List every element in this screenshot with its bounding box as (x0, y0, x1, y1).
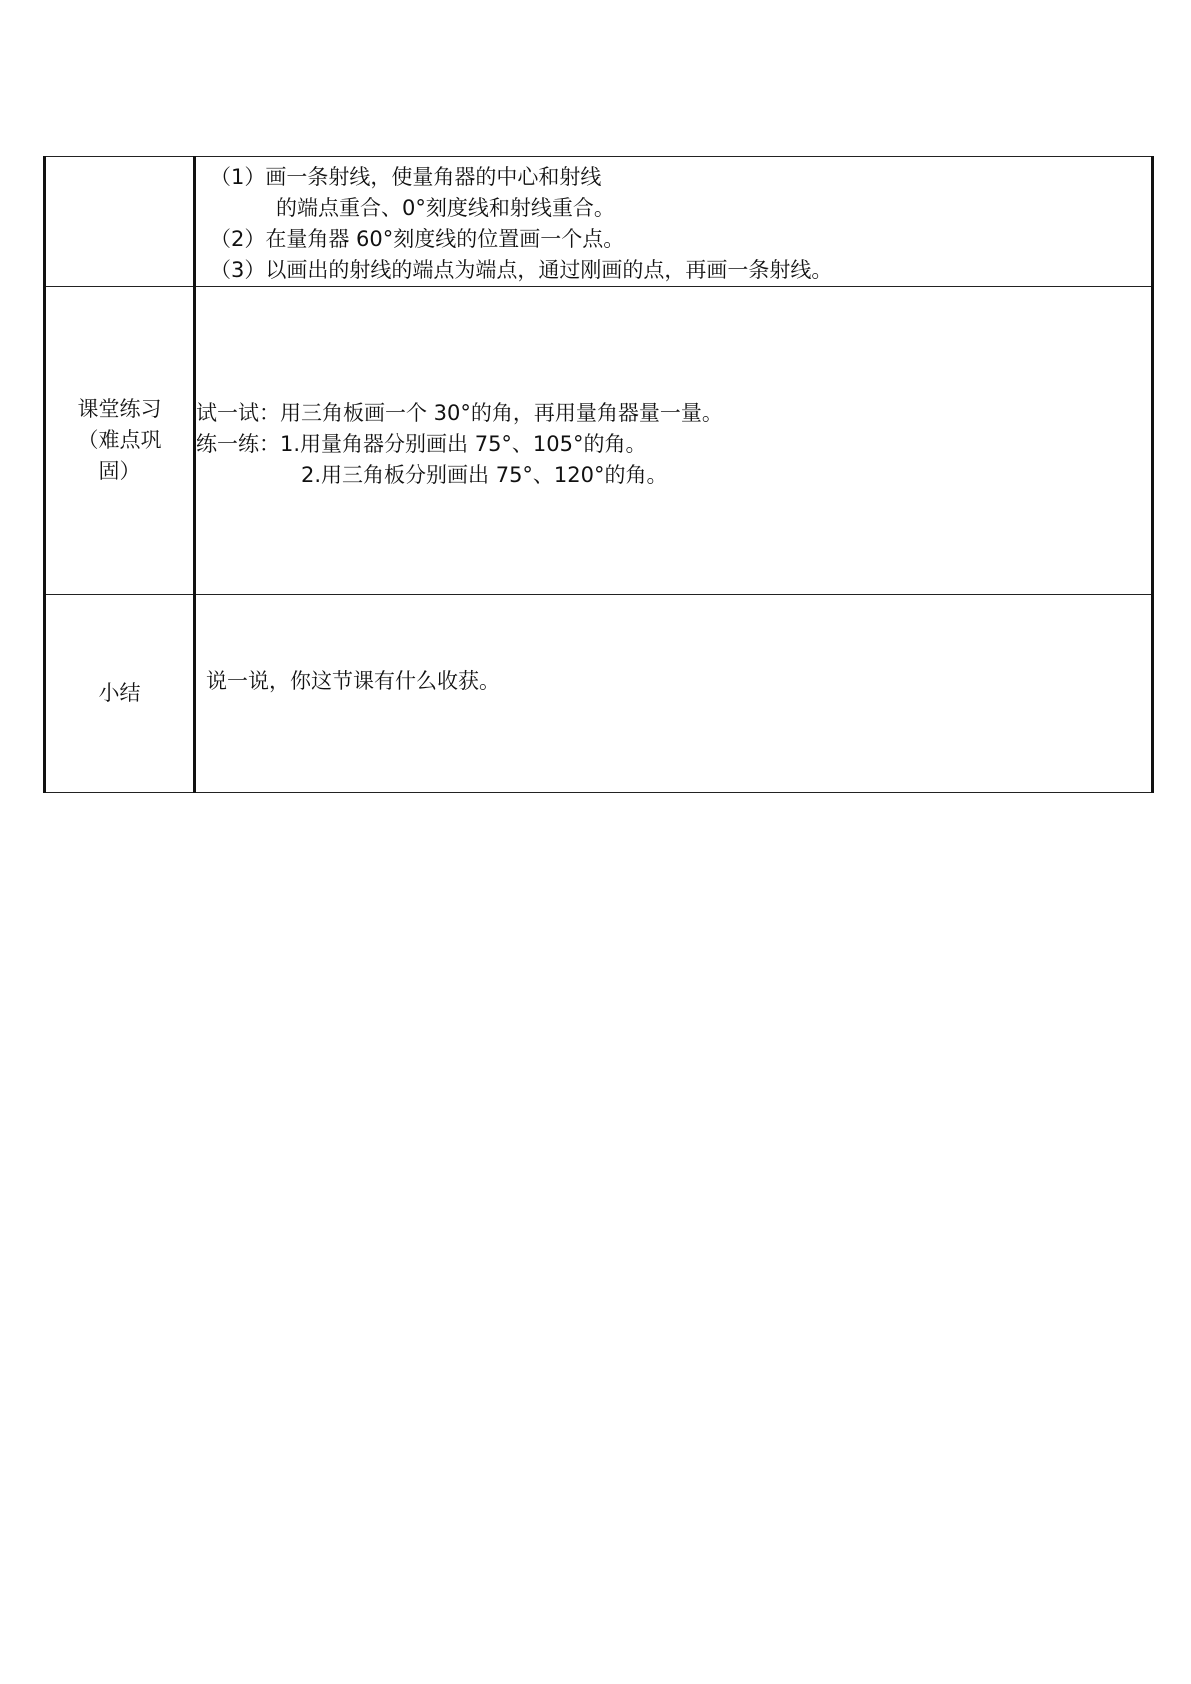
practice-cell (195, 287, 1153, 595)
row-label-classroom-practice (45, 287, 195, 595)
row-label-summary: 小结 (45, 595, 195, 793)
summary-text: 说一说，你这节课有什么收获。 (206, 669, 500, 693)
step-1-text: （1）画一条射线，使量角器的中心和射线 (210, 165, 602, 189)
label-line-3: 固） (98, 459, 141, 483)
steps-cell (195, 157, 1153, 287)
practice-item-1-text: 练一练：1.用量角器分别画出 75°、105°的角。 (196, 432, 647, 456)
table-row-classroom-practice (45, 287, 1153, 595)
step-3-text: （3）以画出的射线的端点为端点，通过刚画的点，再画一条射线。 (210, 258, 833, 282)
row-label-empty (45, 157, 195, 287)
try-it-text: 试一试：用三角板画一个 30°的角，再用量角器量一量。 (196, 401, 723, 425)
step-2-text: （2）在量角器 60°刻度线的位置画一个点。 (210, 227, 625, 251)
label-line-2: （难点巩 (77, 428, 162, 452)
summary-cell (195, 595, 1153, 793)
practice-item-2-text: 2.用三角板分别画出 75°、120°的角。 (301, 463, 668, 487)
table-row-summary (45, 595, 1153, 793)
table-row-protractor-steps (45, 157, 1153, 287)
step-1-continued-text: 的端点重合、0°刻度线和射线重合。 (276, 196, 615, 220)
lesson-plan-table (43, 156, 1154, 793)
label-line-1: 课堂练习 (77, 397, 162, 421)
